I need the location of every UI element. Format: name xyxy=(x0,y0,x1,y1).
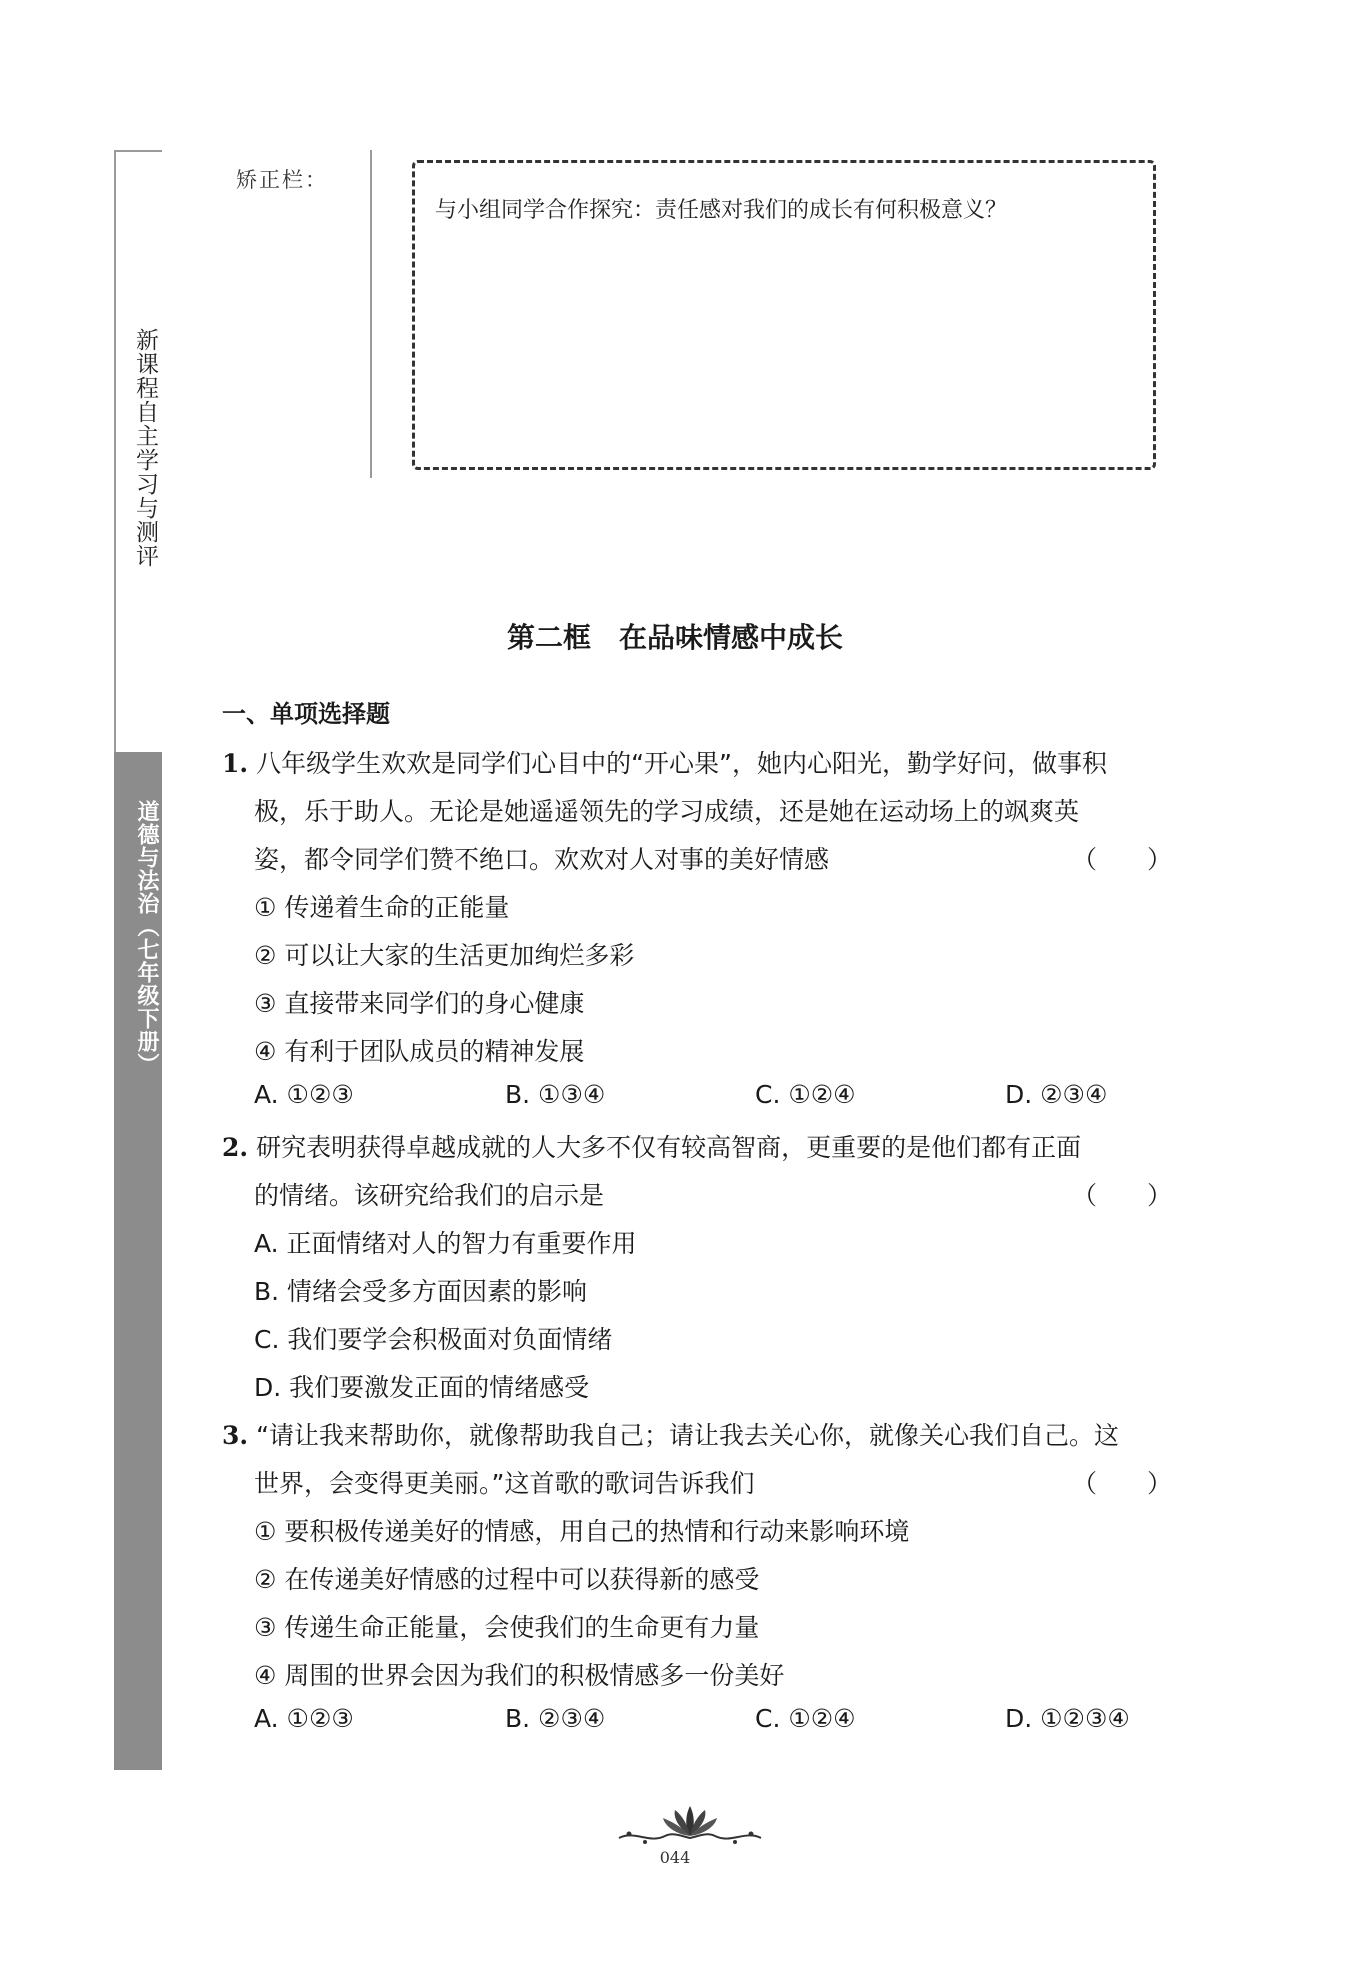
question-text: 姿，都令同学们赞不绝口。欢欢对人对事的美好情感 xyxy=(254,845,830,874)
statement-item: ④ 周围的世界会因为我们的积极情感多一份美好 xyxy=(254,1661,785,1690)
statement-item: ② 可以让大家的生活更加绚烂多彩 xyxy=(254,941,635,970)
sidebar xyxy=(114,150,162,1770)
statement-item: ④ 有利于团队成员的精神发展 xyxy=(254,1037,585,1066)
option-d: D. 我们要激发正面的情绪感受 xyxy=(254,1373,590,1402)
statement-item: ③ 传递生命正能量，会使我们的生命更有力量 xyxy=(254,1613,760,1642)
question-number: 3. xyxy=(222,1421,249,1450)
option-c: C. 我们要学会积极面对负面情绪 xyxy=(254,1325,613,1354)
option-a: A. 正面情绪对人的智力有重要作用 xyxy=(254,1229,637,1258)
inquiry-box xyxy=(412,160,1156,470)
answer-bracket: （ ） xyxy=(1071,1181,1172,1210)
option-a: A. ①②③ xyxy=(254,1080,354,1109)
statement-item: ① 要积极传递美好的情感，用自己的热情和行动来影响环境 xyxy=(254,1517,910,1546)
correction-label: 矫正栏： xyxy=(236,168,328,192)
question-line xyxy=(222,1128,1081,1164)
question-line xyxy=(222,1416,1119,1452)
statement-item: ② 在传递美好情感的过程中可以获得新的感受 xyxy=(254,1565,760,1594)
question-text: 八年级学生欢欢是同学们心目中的“开心果”，她内心阳光，勤学好问，做事积 xyxy=(256,749,1107,778)
part-title: 一、单项选择题 xyxy=(222,700,390,728)
statement-item: ① 传递着生命的正能量 xyxy=(254,893,510,922)
question-number: 2. xyxy=(222,1133,249,1162)
inquiry-prompt: 与小组同学合作探究：责任感对我们的成长有何积极意义？ xyxy=(435,198,1008,223)
option-b: B. 情绪会受多方面因素的影响 xyxy=(254,1277,588,1306)
question-number: 1. xyxy=(222,749,249,778)
question-text: 的情绪。该研究给我们的启示是 xyxy=(254,1181,605,1210)
question-text: 研究表明获得卓越成就的人大多不仅有较高智商，更重要的是他们都有正面 xyxy=(256,1133,1082,1162)
option-b: B. ①③④ xyxy=(505,1080,606,1109)
question-text: 极，乐于助人。无论是她遥遥领先的学习成绩，还是她在运动场上的飒爽英 xyxy=(254,797,1080,826)
option-d: D. ②③④ xyxy=(1005,1080,1108,1109)
correction-column xyxy=(212,150,372,478)
option-c: C. ①②④ xyxy=(755,1080,856,1109)
option-d: D. ①②③④ xyxy=(1005,1704,1130,1733)
floral-ornament-icon xyxy=(615,1800,765,1848)
answer-bracket: （ ） xyxy=(1071,1469,1172,1498)
question-line xyxy=(222,744,1107,780)
sidebar-book-title: 新课程自主学习与测评 xyxy=(132,328,158,568)
option-c: C. ①②④ xyxy=(755,1704,856,1733)
sidebar-subject: 道德与法治（七年级下册） xyxy=(134,800,159,1076)
answer-bracket: （ ） xyxy=(1071,845,1172,874)
option-b: B. ②③④ xyxy=(505,1704,606,1733)
question-text: 世界，会变得更美丽。”这首歌的歌词告诉我们 xyxy=(254,1469,755,1498)
option-a: A. ①②③ xyxy=(254,1704,354,1733)
statement-item: ③ 直接带来同学们的身心健康 xyxy=(254,989,585,1018)
page-number: 044 xyxy=(659,1848,691,1867)
section-title: 第二框 在品味情感中成长 xyxy=(506,621,843,654)
question-text: “请让我来帮助你，就像帮助我自己；请让我去关心你，就像关心我们自己。这 xyxy=(256,1421,1120,1450)
